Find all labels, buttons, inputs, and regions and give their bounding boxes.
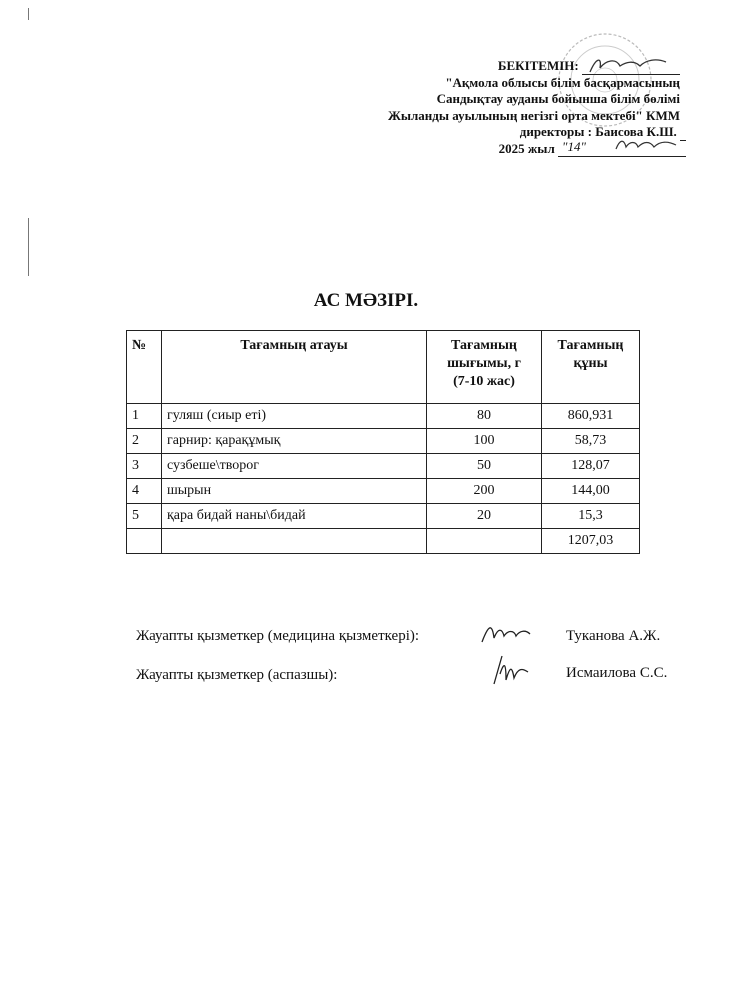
approval-line-3: Жыланды ауылының негізгі орта мектебі" КММ bbox=[387, 107, 680, 123]
approval-block bbox=[388, 58, 680, 157]
header-price: Тағамның құны bbox=[542, 331, 640, 404]
menu-table bbox=[126, 330, 640, 554]
month-handwriting bbox=[614, 135, 680, 155]
scan-artifact-line bbox=[28, 8, 29, 20]
header-yield: Тағамның шығымы, г (7-10 жас) bbox=[427, 331, 542, 404]
director-signature-line bbox=[582, 60, 680, 75]
medical-staff-name: Туканова А.Ж. bbox=[566, 628, 661, 644]
header-number: № bbox=[127, 331, 162, 404]
director-signature bbox=[586, 54, 676, 76]
scan-artifact-line bbox=[28, 218, 29, 276]
table-row: 3 сузбеше\творог 50 128,07 bbox=[127, 454, 640, 479]
table-total-row bbox=[127, 529, 640, 554]
table-row: 1 гуляш (сиыр еті) 80 860,931 bbox=[127, 404, 640, 429]
cook-signature bbox=[490, 652, 530, 688]
medical-staff-signature bbox=[480, 620, 532, 646]
table-row: 4 шырын 200 144,00 bbox=[127, 479, 640, 504]
medical-staff-label: Жауапты қызметкер (медицина қызметкері): bbox=[136, 628, 420, 644]
cook-label: Жауапты қызметкер (аспазшы): bbox=[136, 667, 338, 683]
table-row: 2 гарнир: қарақұмық 100 58,73 bbox=[127, 429, 640, 454]
cook-name: Исмаилова С.С. bbox=[566, 665, 668, 681]
page-title: АС МӘЗІРІ. bbox=[313, 290, 419, 311]
approval-line-2: Сандықтау ауданы бойынша білім бөлімі bbox=[436, 91, 680, 106]
header-dish-name: Тағамның атауы bbox=[162, 331, 427, 404]
table-row: 5 қара бидай наны\бидай 20 15,3 bbox=[127, 504, 640, 529]
approval-line-1: "Ақмола облысы білім басқармасының bbox=[445, 74, 680, 90]
approval-heading: БЕКІТЕМІН: bbox=[497, 58, 579, 73]
date-line bbox=[558, 141, 686, 157]
total-price: 1207,03 bbox=[542, 529, 640, 554]
approval-day: "14" bbox=[562, 139, 586, 154]
approval-line-4: директоры : Баисова К.Ш. bbox=[519, 124, 677, 139]
table-header-row bbox=[127, 331, 640, 404]
approval-year: 2025 жыл bbox=[498, 140, 555, 156]
